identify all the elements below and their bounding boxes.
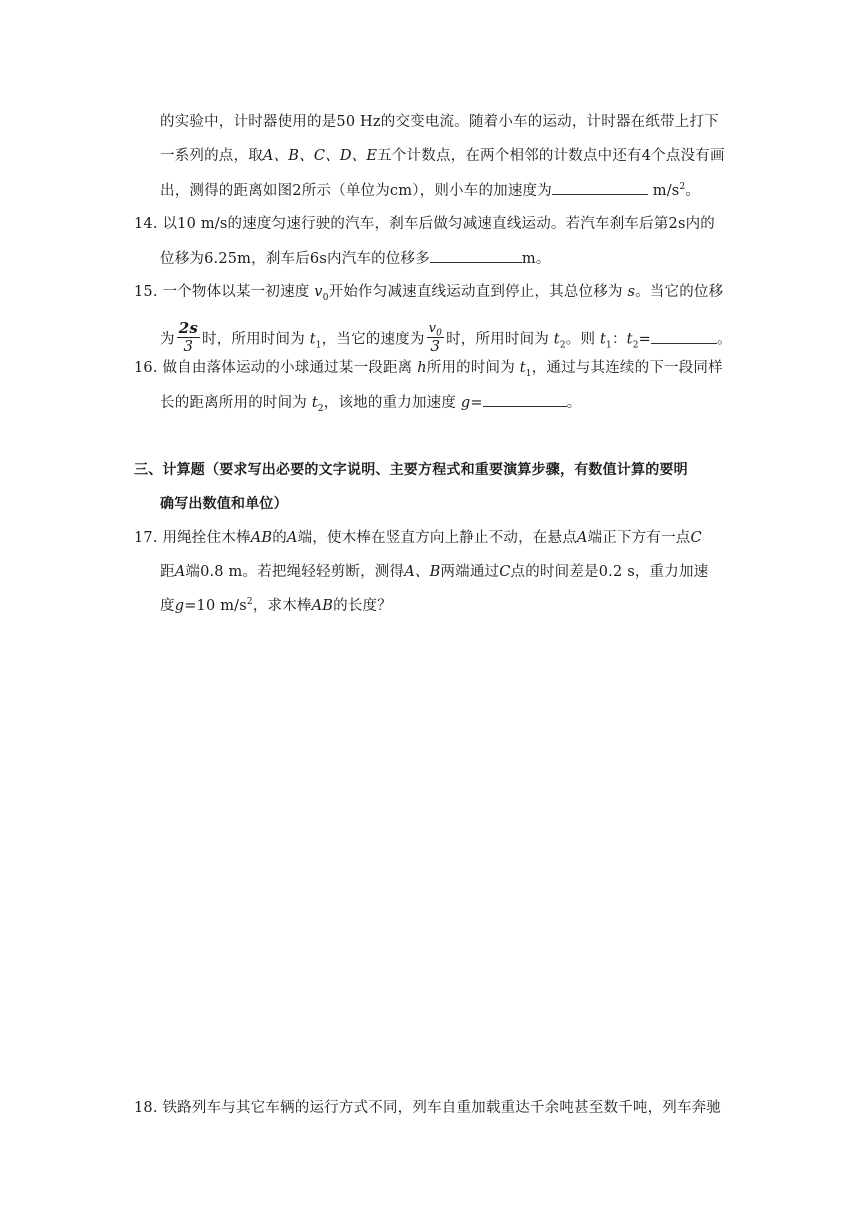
question-15-line-1 <box>134 282 723 302</box>
variable: t <box>599 331 607 348</box>
count-points: A、B、C、D、E <box>262 148 378 164</box>
text: 所用的时间为 <box>426 360 520 376</box>
variable: A <box>286 530 298 546</box>
text: ，该地的重力加速度 <box>323 395 461 411</box>
variable: A <box>576 530 588 546</box>
text: 。 <box>566 395 582 411</box>
question-17-line-3 <box>160 596 392 616</box>
numerator: 2s <box>178 319 198 337</box>
question-number: 14. <box>134 216 158 232</box>
question-number: 16. <box>134 360 158 376</box>
question-16-line-1 <box>134 358 723 378</box>
text: 的长度？ <box>333 598 392 614</box>
section-3-heading-line-1 <box>134 460 688 480</box>
question-number: 18. <box>134 1100 158 1116</box>
variable: g <box>174 598 185 614</box>
subscript: 0 <box>322 292 329 303</box>
section-3-heading-line-2 <box>160 494 288 514</box>
prev-question-line-3 <box>160 180 700 201</box>
variable: g <box>460 395 471 411</box>
text: 用绳拴住木棒 <box>162 530 251 546</box>
question-15-line-2 <box>160 319 732 357</box>
variable: v <box>428 321 437 336</box>
text: ，当它的速度为 <box>321 331 425 348</box>
text: 两端通过 <box>440 564 500 580</box>
variable: AB <box>311 598 334 614</box>
answer-blank[interactable] <box>483 392 567 407</box>
question-14-line-1 <box>134 214 715 234</box>
variable: t <box>311 395 318 411</box>
answer-blank[interactable] <box>651 329 717 344</box>
text: ，求木棒 <box>252 598 312 614</box>
text: 端0.8 m。若把绳轻轻剪断，测得 <box>185 564 405 580</box>
text: 一系列的点，取 <box>160 148 263 164</box>
question-number: 17. <box>134 530 158 546</box>
text: 开始作匀减速直线运动直到停止，其总位移为 <box>328 284 628 300</box>
text: m。 <box>521 251 551 267</box>
text: 时，所用时间为 <box>202 331 310 348</box>
text: 出，测得的距离如图2所示（单位为cm），则小车的加速度为 <box>160 183 552 199</box>
variable: t <box>519 360 526 376</box>
text: = <box>638 331 651 348</box>
text: 长的距离所用的时间为 <box>160 395 312 411</box>
text: ，通过与其连续的下一段同样 <box>531 360 723 376</box>
variable: t <box>626 331 633 348</box>
variable: A <box>174 564 186 580</box>
text: 时，所用时间为 <box>446 331 554 348</box>
variable: h <box>417 360 427 376</box>
text: ： <box>611 331 627 348</box>
text: 。 <box>685 183 701 199</box>
text: 。则 <box>565 331 600 348</box>
exponent: 2 <box>246 597 253 608</box>
answer-blank[interactable] <box>430 248 522 263</box>
subscript: 2 <box>317 403 324 414</box>
variable: A、B <box>404 564 441 580</box>
text: 一个物体以某一初速度 <box>162 284 315 300</box>
subscript: 1 <box>606 340 612 351</box>
prev-question-line-1 <box>160 112 719 132</box>
text: 端正下方有一点 <box>587 530 691 546</box>
numerator <box>427 320 444 338</box>
variable: t <box>309 331 316 348</box>
text: 。当它的位移 <box>635 284 724 300</box>
variable: v <box>314 284 323 300</box>
subscript: 0 <box>436 328 443 339</box>
question-14-line-2 <box>160 248 551 269</box>
text: 铁路列车与其它车辆的运行方式不同，列车自重加载重达千余吨甚至数千吨，列车奔驰 <box>162 1100 722 1116</box>
text: 。 <box>716 331 732 348</box>
question-18-line-1 <box>134 1098 721 1118</box>
text: 位移为6.25m，刹车后6s内汽车的位移多 <box>160 251 430 267</box>
exponent: 2 <box>679 182 686 193</box>
text: 做自由落体运动的小球通过某一段距离 <box>162 360 418 376</box>
question-16-line-2 <box>160 392 581 413</box>
question-number: 15. <box>134 284 158 300</box>
text: 点的时间差是0.2 s，重力加速 <box>510 564 709 580</box>
denominator: 3 <box>430 337 441 355</box>
subscript: 2 <box>632 340 639 351</box>
subscript: 1 <box>525 368 532 379</box>
variable: C <box>499 564 511 580</box>
text: 端，使木棒在竖直方向上静止不动，在悬点 <box>297 530 577 546</box>
text: 距 <box>160 564 175 580</box>
text: 的实验中，计时器使用的是50 Hz的交变电流。随着小车的运动，计时器在纸带上打下 <box>160 114 719 130</box>
fraction-2s-over-3 <box>177 320 200 355</box>
section-heading: 三、计算题（要求写出必要的文字说明、主要方程式和重要演算步骤，有数值计算的要明 <box>134 462 688 478</box>
variable: s <box>627 284 636 300</box>
fraction-v0-over-3 <box>427 320 444 355</box>
question-17-line-2 <box>160 562 708 582</box>
text: = <box>470 395 483 411</box>
text: =10 m/s <box>184 598 247 614</box>
variable: C <box>690 530 702 546</box>
text: 的 <box>272 530 287 546</box>
prev-question-line-2 <box>160 146 725 166</box>
section-heading: 确写出数值和单位） <box>160 496 288 512</box>
answer-blank[interactable] <box>552 180 648 195</box>
variable: AB <box>250 530 273 546</box>
subscript: 2 <box>559 340 566 351</box>
text: 五个计数点，在两个相邻的计数点中还有4个点没有画 <box>377 148 725 164</box>
question-17-line-1 <box>134 528 702 548</box>
variable: t <box>553 331 560 348</box>
text: 以10 m/s的速度匀速行驶的汽车，刹车后做匀减速直线运动。若汽车刹车后第2s内的 <box>162 216 715 232</box>
text: 为 <box>160 331 175 348</box>
unit: m/s <box>647 183 680 199</box>
subscript: 1 <box>315 340 322 351</box>
denominator: 3 <box>183 337 194 355</box>
text: 度 <box>160 598 175 614</box>
